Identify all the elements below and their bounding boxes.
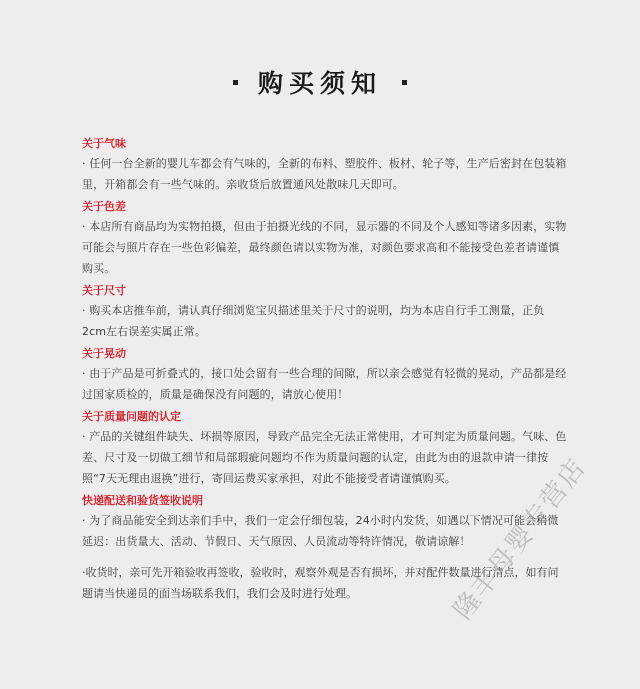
store-watermark: 隆丰母婴专营店 xyxy=(448,452,593,626)
section-body: · 本店所有商品均为实物拍摄，但由于拍摄光线的不同，显示器的不同及个人感知等诸多因素，实物可能会与照片存在一些色彩偏差，最终颜色请以实物为准，对颜色要求高和不能接受色差者请谨慎购买。 xyxy=(82,220,567,275)
section-title: 关于色差 xyxy=(82,200,126,213)
section-body: · 任何一台全新的婴儿车都会有气味的，全新的布料、塑胶件、板材、轮子等，生产后密封在包装箱里，开箱都会有一些气味的。亲收货后放置通风处散味几天即可。 xyxy=(82,157,567,191)
section-color-difference xyxy=(82,199,568,279)
section-odor xyxy=(82,136,568,195)
page-header xyxy=(0,62,640,102)
section-title: 关于晃动 xyxy=(82,347,126,360)
receiving-note: ·收货时，亲可先开箱验收再签收，验收时，观察外观是否有损坏，并对配件数量进行清点，如有问题请当快递员的面当场联系我们，我们会及时进行处理。 xyxy=(82,566,559,600)
section-body: · 购买本店推车前，请认真仔细浏览宝贝描述里关于尺寸的说明，均为本店自行手工测量，正负2cm左右误差实属正常。 xyxy=(82,304,545,338)
title-left-dot xyxy=(233,80,238,85)
section-body: · 产品的关键组件缺失、坏损等原因，导致产品完全无法正常使用，才可判定为质量问题。气味、色差、尺寸及一切做工细节和局部瑕疵问题均不作为质量问题的认定，由此为由的退款申请一律按照“7天无理由退换”进行，寄回运费买家承担，对此不能接受者请谨慎购买。 xyxy=(82,430,567,485)
section-wobble xyxy=(82,346,568,405)
section-size xyxy=(82,283,568,342)
section-title: 关于尺寸 xyxy=(82,284,126,297)
section-body: · 由于产品是可折叠式的，接口处会留有一些合理的间隙，所以亲会感觉有轻微的晃动，产品都是经过国家质检的，质量是确保没有问题的，请放心使用！ xyxy=(82,367,567,401)
section-body: · 为了商品能安全到达亲们手中，我们一定会仔细包装，24小时内发货，如遇以下情况可能会稍微延迟：出货量大、活动、节假日、天气原因、人员流动等特许情况，敬请谅解！ xyxy=(82,514,559,548)
section-title: 关于质量问题的认定 xyxy=(82,410,181,423)
section-title: 关于气味 xyxy=(82,137,126,150)
section-quality-issues xyxy=(82,409,568,489)
section-title: 快递配送和验货签收说明 xyxy=(82,494,203,507)
title-right-dot xyxy=(402,80,407,85)
page-title: 购买须知 xyxy=(257,69,382,98)
notice-content xyxy=(82,136,568,604)
